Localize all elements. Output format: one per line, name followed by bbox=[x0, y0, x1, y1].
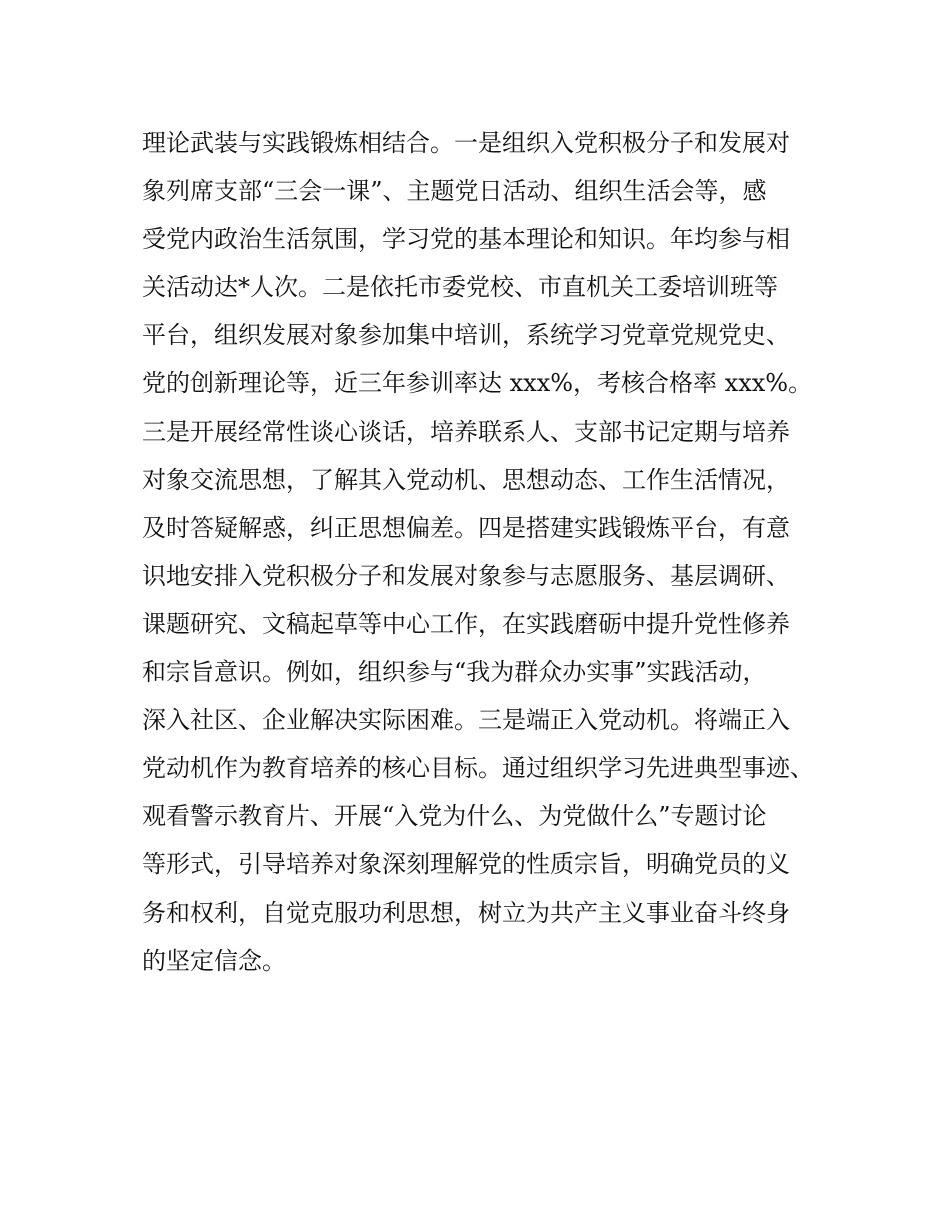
text-line: 观看警示教育片、开展“入党为什么、为党做什么”专题讨论 bbox=[142, 802, 767, 831]
text-line: 深入社区、企业解决实际困难。三是端正入党动机。将端正入 bbox=[142, 706, 790, 735]
text-line: 识地安排入党积极分子和发展对象参与志愿服务、基层调研、 bbox=[142, 561, 790, 590]
text-line: 平台，组织发展对象参加集中培训，系统学习党章党规党史、 bbox=[142, 321, 790, 350]
text-line: 三是开展经常性谈心谈话，培养联系人、支部书记定期与培养 bbox=[142, 417, 790, 446]
text-line: 和宗旨意识。例如，组织参与“我为群众办实事”实践活动， bbox=[142, 658, 767, 687]
text-line: 的坚定信念。 bbox=[142, 946, 286, 975]
text-line: 理论武装与实践锻炼相结合。一是组织入党积极分子和发展对 bbox=[142, 129, 790, 157]
text-line: 象列席支部“三会一课”、主题党日活动、组织生活会等，感 bbox=[142, 177, 767, 206]
text-line: 等形式，引导培养对象深刻理解党的性质宗旨，明确党员的义 bbox=[142, 850, 790, 879]
text-line: 关活动达*人次。二是依托市委党校、市直机关工委培训班等 bbox=[142, 273, 778, 302]
text-line: 受党内政治生活氛围，学习党的基本理论和知识。年均参与相 bbox=[142, 225, 790, 254]
text-line: 党动机作为教育培养的核心目标。通过组织学习先进典型事迹、 bbox=[142, 754, 814, 783]
text-line: 及时答疑解惑，纠正思想偏差。四是搭建实践锻炼平台，有意 bbox=[142, 513, 790, 542]
body-paragraph bbox=[142, 119, 814, 985]
text-line: 课题研究、文稿起草等中心工作，在实践磨砺中提升党性修养 bbox=[142, 609, 790, 638]
text-line: 对象交流思想，了解其入党动机、思想动态、工作生活情况， bbox=[142, 465, 790, 494]
text-line: 党的创新理论等，近三年参训率达 xxx%，考核合格率 xxx%。 bbox=[142, 369, 813, 398]
text-line: 务和权利，自觉克服功利思想，树立为共产主义事业奋斗终身 bbox=[142, 898, 790, 927]
